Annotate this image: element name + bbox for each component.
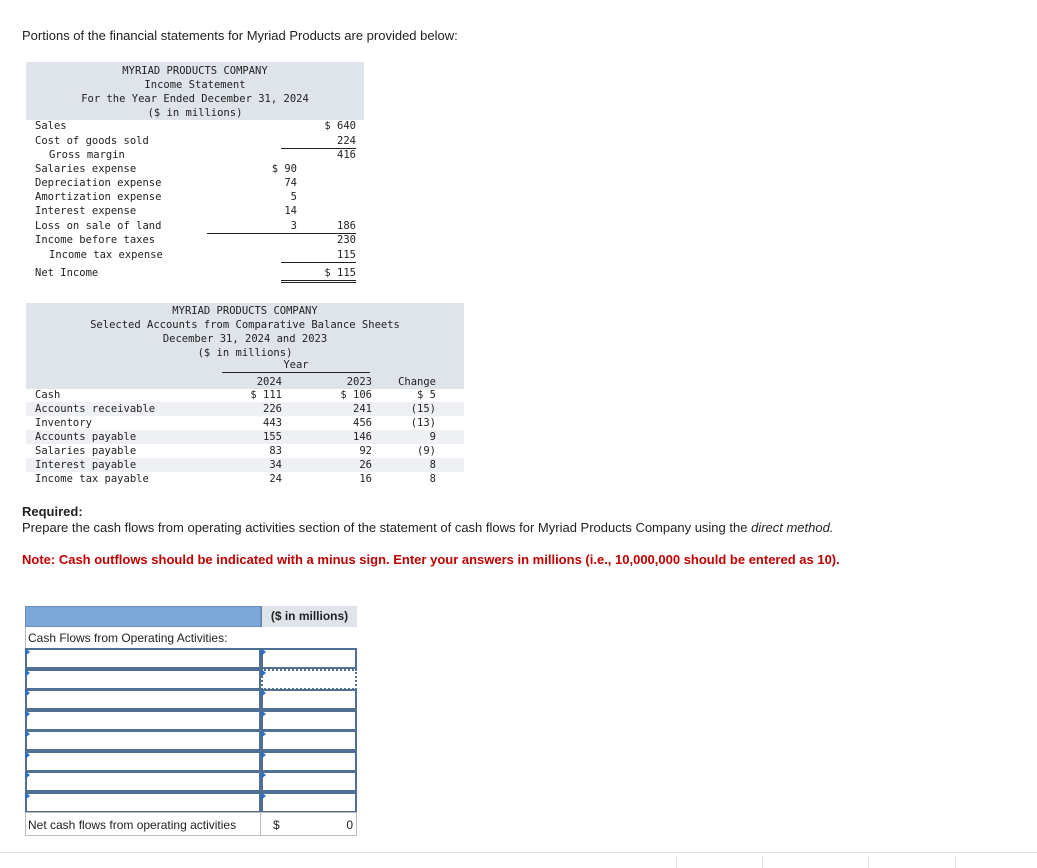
input-marker-icon [261, 792, 266, 800]
is-row-col1: 5 [290, 191, 297, 203]
bs-row-2023: 241 [353, 403, 372, 415]
is-row-label: Depreciation expense [35, 177, 162, 189]
bs-row [26, 416, 464, 430]
bs-row [26, 472, 464, 486]
bs-row-change: (9) [417, 445, 436, 457]
bottom-tick [955, 856, 956, 868]
input-marker-icon [25, 751, 30, 759]
bs-row [26, 388, 464, 402]
bs-row-2024: 226 [263, 403, 282, 415]
bs-row-2024: 443 [263, 417, 282, 429]
bs-row-2024: 155 [263, 431, 282, 443]
cf-amount-input[interactable] [261, 689, 357, 710]
is-row [26, 162, 364, 176]
cf-header-left [25, 606, 261, 627]
input-marker-icon [261, 669, 266, 677]
is-row-col1: 3 [207, 219, 297, 234]
bs-company: MYRIAD PRODUCTS COMPANY [172, 305, 318, 317]
required-title: Required: [22, 504, 83, 519]
is-row-label: Gross margin [49, 149, 125, 161]
bs-col-2023: 2023 [346, 376, 372, 388]
bs-year-label: Year [222, 359, 370, 373]
is-row-col2: $ 115 [281, 266, 356, 283]
cf-label-input[interactable] [25, 669, 261, 690]
bottom-divider [0, 852, 1037, 853]
is-row [26, 119, 364, 133]
bs-row-2024: 24 [269, 473, 282, 485]
is-row-label: Salaries expense [35, 163, 137, 175]
bs-row-change: 8 [429, 473, 436, 485]
bs-row [26, 402, 464, 416]
bs-row-2023: 16 [359, 473, 372, 485]
bs-row-change: (15) [410, 403, 436, 415]
is-row [26, 233, 364, 247]
required-note: Note: Cash outflows should be indicated with a minus sign. Enter your answers in millions (i.e., 10,000,000 should be entered as 10). [22, 552, 840, 567]
bs-row [26, 430, 464, 444]
bs-row-label: Inventory [35, 417, 92, 429]
is-row-label: Interest expense [35, 205, 137, 217]
is-period: For the Year Ended December 31, 2024 [81, 93, 309, 105]
cf-total-value: 0 [346, 818, 353, 832]
input-marker-icon [261, 689, 266, 697]
is-row-label: Sales [35, 120, 67, 132]
cf-label-input[interactable] [25, 730, 261, 751]
cf-total-label: Net cash flows from operating activities [28, 818, 237, 832]
cash-flow-table [25, 606, 357, 842]
bs-row-2024: $ 111 [250, 389, 282, 401]
bs-row-2024: 83 [269, 445, 282, 457]
is-row-label: Loss on sale of land [35, 220, 162, 232]
cf-amount-input[interactable] [261, 710, 357, 731]
is-row [26, 148, 364, 162]
required-text [22, 520, 872, 536]
income-statement-header [26, 62, 364, 120]
input-marker-icon [261, 751, 266, 759]
cf-label-input[interactable] [25, 648, 261, 669]
is-row-col2: 230 [337, 234, 356, 246]
is-row [26, 266, 364, 280]
required-text-italic: direct method. [751, 520, 834, 535]
input-marker-icon [25, 792, 30, 800]
bs-row-change: (13) [410, 417, 436, 429]
cf-total-currency: $ [273, 818, 280, 832]
input-marker-icon [261, 648, 266, 656]
is-row-col2: $ 640 [324, 120, 356, 132]
bs-units: ($ in millions) [197, 347, 293, 359]
is-row [26, 134, 364, 148]
is-row-label: Income before taxes [35, 234, 156, 246]
input-marker-icon [25, 648, 30, 656]
cf-amount-input[interactable] [261, 751, 357, 772]
bs-row [26, 444, 464, 458]
bs-dates: December 31, 2024 and 2023 [162, 333, 328, 345]
cf-amount-input[interactable] [261, 792, 357, 813]
cf-amount-input[interactable] [261, 648, 357, 669]
is-row [26, 190, 364, 204]
is-row [26, 219, 364, 233]
cf-col-header: ($ in millions) [270, 609, 349, 623]
input-marker-icon [25, 771, 30, 779]
is-company: MYRIAD PRODUCTS COMPANY [122, 65, 268, 77]
is-row-label: Cost of goods sold [35, 135, 149, 147]
input-marker-icon [25, 669, 30, 677]
cf-label-input[interactable] [25, 751, 261, 772]
input-marker-icon [261, 730, 266, 738]
bottom-tick [762, 856, 763, 868]
is-row-label: Net Income [35, 267, 99, 279]
bs-col-2024: 2024 [256, 376, 282, 388]
is-row-col1: 14 [284, 205, 297, 217]
bs-title: Selected Accounts from Comparative Balance Sheets [90, 319, 400, 331]
bs-row-change: $ 5 [417, 389, 436, 401]
bottom-tick [868, 856, 869, 868]
is-title: Income Statement [144, 79, 246, 91]
is-row-col2: 416 [337, 149, 356, 161]
bs-row-2023: 456 [353, 417, 372, 429]
bs-row-label: Accounts receivable [35, 403, 156, 415]
bs-row-2023: 146 [353, 431, 372, 443]
bs-row-2023: 92 [359, 445, 372, 457]
is-units: ($ in millions) [147, 107, 243, 119]
bs-row-label: Cash [35, 389, 61, 401]
cf-amount-input[interactable] [261, 730, 357, 751]
is-row-col1: 74 [284, 177, 297, 189]
cf-label-input[interactable] [25, 710, 261, 731]
bottom-tick [676, 856, 677, 868]
is-row-label: Income tax expense [49, 249, 163, 261]
bs-row-2024: 34 [269, 459, 282, 471]
input-marker-icon [25, 710, 30, 718]
is-row-label: Amortization expense [35, 191, 162, 203]
cf-label-input[interactable] [25, 792, 261, 813]
input-marker-icon [25, 689, 30, 697]
is-row-col2: 186 [281, 219, 356, 234]
is-row-col1: $ 90 [271, 163, 297, 175]
bs-row [26, 458, 464, 472]
bs-row-label: Interest payable [35, 459, 137, 471]
is-row [26, 248, 364, 262]
input-marker-icon [25, 730, 30, 738]
is-row-col2: 224 [281, 134, 356, 149]
cf-label-input[interactable] [25, 689, 261, 710]
bs-col-change: Change [398, 376, 436, 388]
is-row [26, 176, 364, 190]
cf-amount-input[interactable] [261, 771, 357, 792]
required-text-main: Prepare the cash flows from operating activities section of the statement of cash flows for Myriad Products Company using the [22, 520, 752, 535]
input-marker-icon [261, 771, 266, 779]
is-row [26, 204, 364, 218]
bs-row-change: 8 [429, 459, 436, 471]
cf-label-input[interactable] [25, 771, 261, 792]
cf-section-label: Cash Flows from Operating Activities: [28, 631, 228, 645]
bs-row-label: Income tax payable [35, 473, 149, 485]
bs-row-change: 9 [429, 431, 436, 443]
bs-row-label: Accounts payable [35, 431, 137, 443]
input-marker-icon [261, 710, 266, 718]
intro-text: Portions of the financial statements for Myriad Products are provided below: [22, 28, 458, 43]
bs-row-2023: $ 106 [340, 389, 372, 401]
is-row-col2: 115 [281, 248, 356, 263]
cf-amount-input[interactable] [261, 669, 357, 690]
bs-row-2023: 26 [359, 459, 372, 471]
bs-row-label: Salaries payable [35, 445, 137, 457]
